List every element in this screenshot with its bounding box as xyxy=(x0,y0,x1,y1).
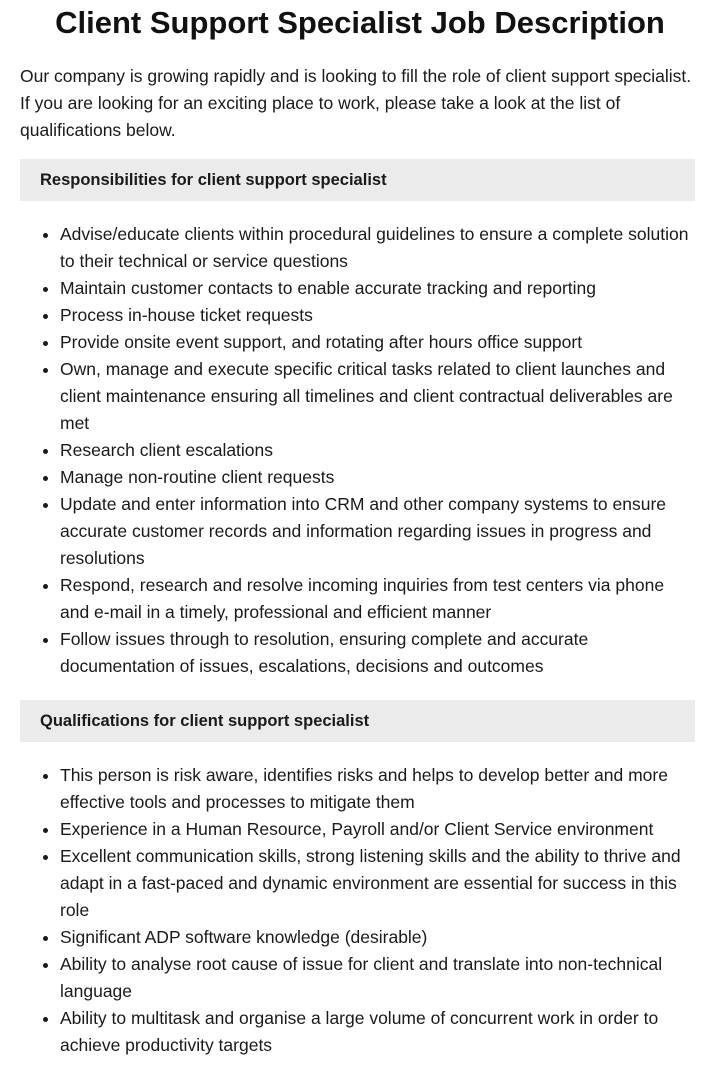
responsibilities-list xyxy=(0,221,698,680)
list-item: • Manage non-routine client requests xyxy=(60,464,698,491)
list-item: • Ability to multitask and organise a large volume of concurrent work in order to achieve productivity targets xyxy=(60,1005,698,1059)
list-item: • Maintain customer contacts to enable accurate tracking and reporting xyxy=(60,275,698,302)
intro-paragraph: Our company is growing rapidly and is looking to fill the role of client support specialist. If you are looking for an exciting place to work, please take a look at the list of qualifications below. xyxy=(20,66,692,140)
list-item: • Provide onsite event support, and rotating after hours office support xyxy=(60,329,698,356)
list-item: • Process in-house ticket requests xyxy=(60,302,698,329)
list-item: • Advise/educate clients within procedural guidelines to ensure a complete solution to their technical or service questions xyxy=(60,221,698,275)
list-item: • Respond, research and resolve incoming inquiries from test centers via phone and e-mail in a timely, professional and efficient manner xyxy=(60,572,698,626)
list-item: • Research client escalations xyxy=(60,437,698,464)
list-item: • Own, manage and execute specific critical tasks related to client launches and client maintenance ensuring all timelines and client contractual deliverables are met xyxy=(60,356,698,437)
list-item: • This person is risk aware, identifies risks and helps to develop better and more effective tools and processes to mitigate them xyxy=(60,762,698,816)
section-heading: Responsibilities for client support specialist xyxy=(20,159,695,201)
list-item: • Significant ADP software knowledge (desirable) xyxy=(60,924,698,951)
page-title: Client Support Specialist Job Description xyxy=(55,5,665,40)
section-heading: Qualifications for client support specialist xyxy=(20,700,695,742)
list-item: • Update and enter information into CRM and other company systems to ensure accurate customer records and information regarding issues in progress and resolutions xyxy=(60,491,698,572)
list-item: • Experience in a Human Resource, Payroll and/or Client Service environment xyxy=(60,816,698,843)
list-item: • Ability to analyse root cause of issue for client and translate into non-technical language xyxy=(60,951,698,1005)
qualifications-section xyxy=(0,700,720,1059)
list-item: • Follow issues through to resolution, ensuring complete and accurate documentation of issues, escalations, decisions and outcomes xyxy=(60,626,698,680)
responsibilities-section xyxy=(0,159,720,680)
list-item: • Excellent communication skills, strong listening skills and the ability to thrive and adapt in a fast-paced and dynamic environment are essential for success in this role xyxy=(60,843,698,924)
qualifications-list xyxy=(0,762,698,1059)
